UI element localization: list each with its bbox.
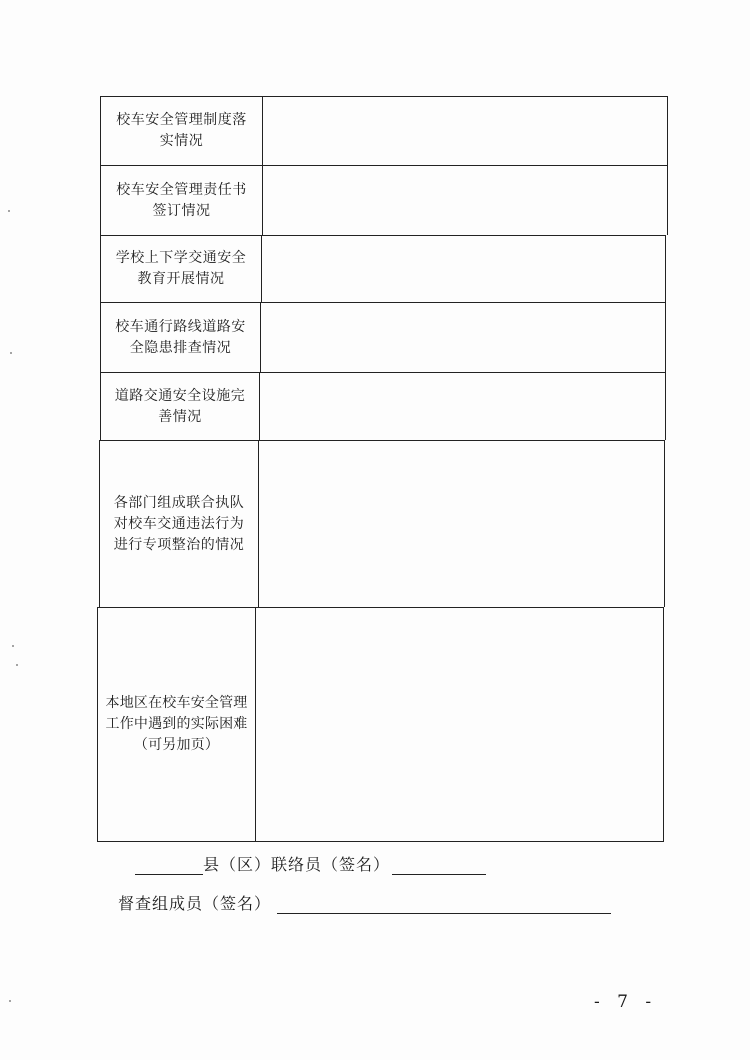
county-name-blank[interactable] bbox=[135, 856, 203, 875]
form-row-1 bbox=[100, 96, 668, 165]
liaison-signature-blank[interactable] bbox=[392, 856, 486, 875]
row-label-cell bbox=[101, 373, 260, 440]
liaison-signature-line bbox=[135, 852, 486, 875]
row-label-responsibility-letter: 校车安全管理责任书 签订情况 bbox=[116, 181, 247, 219]
row-label-school-bus-safety-system: 校车安全管理制度落 实情况 bbox=[116, 112, 247, 149]
row-value-cell[interactable] bbox=[256, 608, 663, 841]
liaison-signature-label: 县（区）联络员（签名） bbox=[203, 855, 391, 874]
row-label-safety-facilities: 道路交通安全设施完 善情况 bbox=[114, 387, 246, 425]
scan-speck bbox=[9, 1000, 11, 1002]
scan-speck bbox=[8, 210, 10, 212]
form-row-3 bbox=[100, 235, 666, 302]
row-label-traffic-safety-education: 学校上下学交通安全 教育开展情况 bbox=[115, 250, 247, 287]
row-label-cell bbox=[98, 608, 256, 841]
row-label-joint-enforcement: 各部门组成联合执队 对校车交通违法行为 进行专项整治的情况 bbox=[113, 494, 245, 553]
row-label-route-hazard-check: 校车通行路线道路安 全隐患排查情况 bbox=[115, 318, 246, 356]
form-row-7 bbox=[97, 607, 664, 842]
row-value-cell[interactable] bbox=[259, 441, 664, 607]
row-label-cell bbox=[100, 441, 259, 607]
row-value-cell[interactable] bbox=[261, 303, 665, 372]
inspector-signature-label: 督查组成员（签名） bbox=[118, 894, 272, 913]
row-label-cell bbox=[101, 97, 263, 165]
inspector-signature-line bbox=[118, 891, 611, 914]
form-row-6 bbox=[99, 440, 665, 607]
scan-speck bbox=[16, 664, 18, 666]
row-value-cell[interactable] bbox=[262, 236, 665, 302]
row-label-cell bbox=[101, 236, 262, 302]
row-label-practical-difficulties: 本地区在校车安全管理 工作中遇到的实际困难 （可另加页） bbox=[105, 695, 248, 753]
row-label-cell bbox=[101, 303, 261, 372]
form-row-2 bbox=[100, 165, 668, 235]
scan-speck bbox=[12, 645, 14, 647]
row-label-cell bbox=[101, 166, 263, 235]
page-number: - 7 - bbox=[594, 992, 658, 1012]
row-value-cell[interactable] bbox=[263, 97, 667, 165]
row-value-cell[interactable] bbox=[263, 166, 667, 235]
row-value-cell[interactable] bbox=[260, 373, 665, 440]
scan-speck bbox=[10, 352, 12, 354]
form-row-4 bbox=[100, 302, 666, 372]
form-row-5 bbox=[100, 372, 666, 440]
inspector-signature-blank[interactable] bbox=[277, 895, 611, 914]
